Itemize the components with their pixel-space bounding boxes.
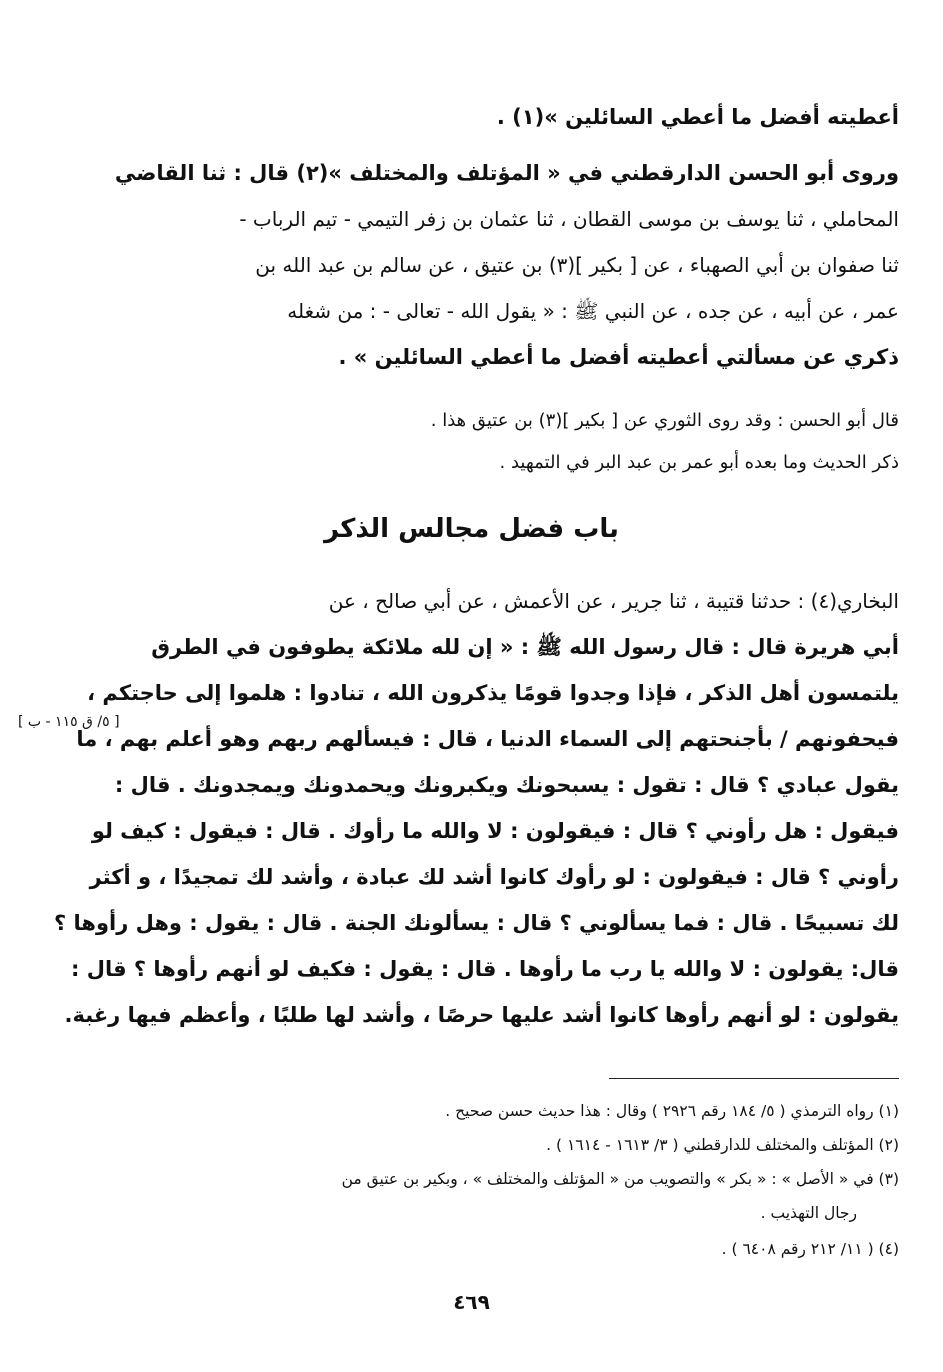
text-line: فيحفونهم / بأجنحتهم إلى السماء الدنيا ، قال : فيسألهم ربهم وهو أعلم بهم ، ما	[76, 727, 899, 751]
paragraph-daraqutni	[114, 150, 899, 380]
text-line: ذكري عن مسألتي أعطيته أفضل ما أعطي السائلين » .	[338, 345, 899, 369]
footnote: (٢) المؤتلف والمختلف للدارقطني ( ٣/ ١٦١٣ - ١٦١٤ ) .	[546, 1136, 899, 1154]
chapter-heading: باب فضل مجالس الذكر	[324, 514, 619, 544]
text-line: أعطيته أفضل ما أعطي السائلين »(١) .	[496, 105, 899, 129]
text-line: ذكر الحديث وما بعده أبو عمر بن عبد البر في التمهيد .	[499, 452, 899, 473]
text-line: يقولون : لو أنهم رأوها كانوا أشد عليها حرصًا ، وأشد لها طلبًا ، وأعظم فيها رغبة.	[64, 1003, 899, 1027]
text-line: عمر ، عن أبيه ، عن جده ، عن النبي ﷺ : « يقول الله - تعالى - : من شغله	[287, 299, 899, 323]
text-line: لك تسبيحًا . قال : فما يسألوني ؟ قال : يسألونك الجنة . قال : يقول : وهل رأوها ؟	[54, 911, 899, 935]
paragraph-abu-alhasan	[154, 400, 899, 484]
footnote-divider	[609, 1078, 899, 1079]
footnote: (١) رواه الترمذي ( ٥/ ١٨٤ رقم ٢٩٢٦ ) وقال : هذا حديث حسن صحيح .	[445, 1102, 899, 1120]
text-line: قال: يقولون : لا والله يا رب ما رأوها . قال : يقول : فكيف لو أنهم رأوها ؟ قال :	[71, 957, 899, 981]
text-line: المحاملي ، ثنا يوسف بن موسى القطان ، ثنا عثمان بن زفر التيمي - تيم الرباب -	[239, 207, 899, 231]
text-line: أبي هريرة قال : قال رسول الله ﷺ : « إن لله ملائكة يطوفون في الطرق	[151, 635, 899, 659]
text-line: قال أبو الحسن : وقد روى الثوري عن [ بكير ](٣) بن عتيق هذا .	[430, 410, 899, 431]
text-line: فيقول : هل رأوني ؟ قال : فيقولون : لا والله ما رأوك . قال : فيقول : كيف لو	[91, 819, 899, 843]
text-line: وروى أبو الحسن الدارقطني في « المؤتلف والمختلف »(٢) قال : ثنا القاضي	[114, 161, 899, 185]
manuscript-folio-ref: [ ٥/ ق ١١٥ - ب ]	[18, 714, 120, 730]
footnote-continuation: رجال التهذيب .	[760, 1204, 857, 1222]
text-line: البخاري(٤) : حدثنا قتيبة ، ثنا جرير ، عن الأعمش ، عن أبي صالح ، عن	[328, 589, 899, 613]
text-line: ثنا صفوان بن أبي الصهباء ، عن [ بكير ](٣) بن عتيق ، عن سالم بن عبد الله بن	[255, 253, 899, 277]
text-line: يلتمسون أهل الذكر ، فإذا وجدوا قومًا يذكرون الله ، تنادوا : هلموا إلى حاجتكم ،	[87, 681, 899, 705]
text-line: يقول عبادي ؟ قال : تقول : يسبحونك ويكبرونك ويحمدونك ويمجدونك . قال :	[114, 773, 899, 797]
page-number: ٤٦٩	[453, 1290, 490, 1314]
footnote: (٣) في « الأصل » : « بكر » والتصويب من « المؤتلف والمختلف » ، وبكير بن عتيق من	[341, 1170, 899, 1188]
text-line: رأوني ؟ قال : فيقولون : لو رأوك كانوا أشد لك عبادة ، وأشد لك تمجيدًا ، و أكثر	[89, 865, 899, 889]
footnote: (٤) ( ١١/ ٢١٢ رقم ٦٤٠٨ ) .	[721, 1240, 899, 1258]
